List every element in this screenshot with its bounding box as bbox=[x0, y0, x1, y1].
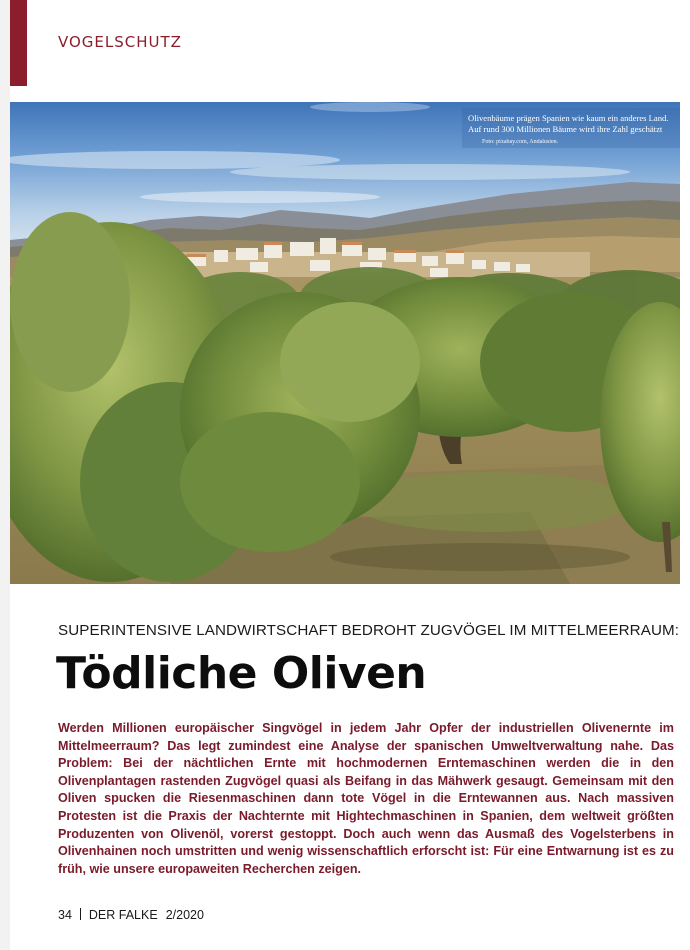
page-footer bbox=[58, 908, 204, 922]
magazine-name: DER FALKE bbox=[88, 908, 158, 922]
section-label: VOGELSCHUTZ bbox=[58, 33, 182, 51]
olive-grove-photo bbox=[10, 102, 680, 584]
article-kicker: SUPERINTENSIVE LANDWIRTSCHAFT BEDROHT ZUGVÖGEL IM MITTELMEERRAUM: bbox=[58, 622, 680, 639]
landscape-illustration bbox=[10, 102, 680, 584]
footer-divider bbox=[80, 908, 81, 920]
page-number: 34 bbox=[58, 908, 72, 922]
article-lead: Werden Millionen europäischer Singvögel in jedem Jahr Opfer der industriellen Olivenernte im Mittelmeerraum? Das legt zumindest eine Analyse der spanischen Umweltverwaltung nahe. Das Problem: Bei der nächtlichen Ernte mit hochmodernen Erntemaschinen werden die in den Olivenplantagen rastenden Zugvögel quasi als Beifang in das Mähwerk gesaugt. Gemeinsam mit den Oliven spucken die Riesenmaschinen dann tote Vögel in die Erntewannen aus. Nach massiven Protesten ist die Praxis der Nachternte mit Hightechmaschinen in Spanien, dem weltweit größten Produzenten von Olivenöl, vorerst gestoppt. Doch auch wenn das Ausmaß des Vogelsterbens in Olivenhainen noch umstritten und wenig wissenschaftlich erforscht ist: Für eine Entwarnung ist es zu früh, wie unsere europaweiten Recherchen zeigen. bbox=[58, 721, 674, 876]
article-title: Tödliche Oliven bbox=[56, 648, 427, 699]
issue-number: 2/2020 bbox=[165, 908, 204, 922]
caption-text: Olivenbäume prägen Spanien wie kaum ein anderes Land. Auf rund 300 Millionen Bäume wird ihre Zahl geschätzt bbox=[468, 113, 669, 134]
page-edge bbox=[0, 0, 10, 950]
section-accent-bar bbox=[10, 0, 27, 86]
photo-credit: Foto: pixabay.com, Andalusien. bbox=[482, 139, 559, 145]
photo-caption bbox=[468, 113, 673, 148]
